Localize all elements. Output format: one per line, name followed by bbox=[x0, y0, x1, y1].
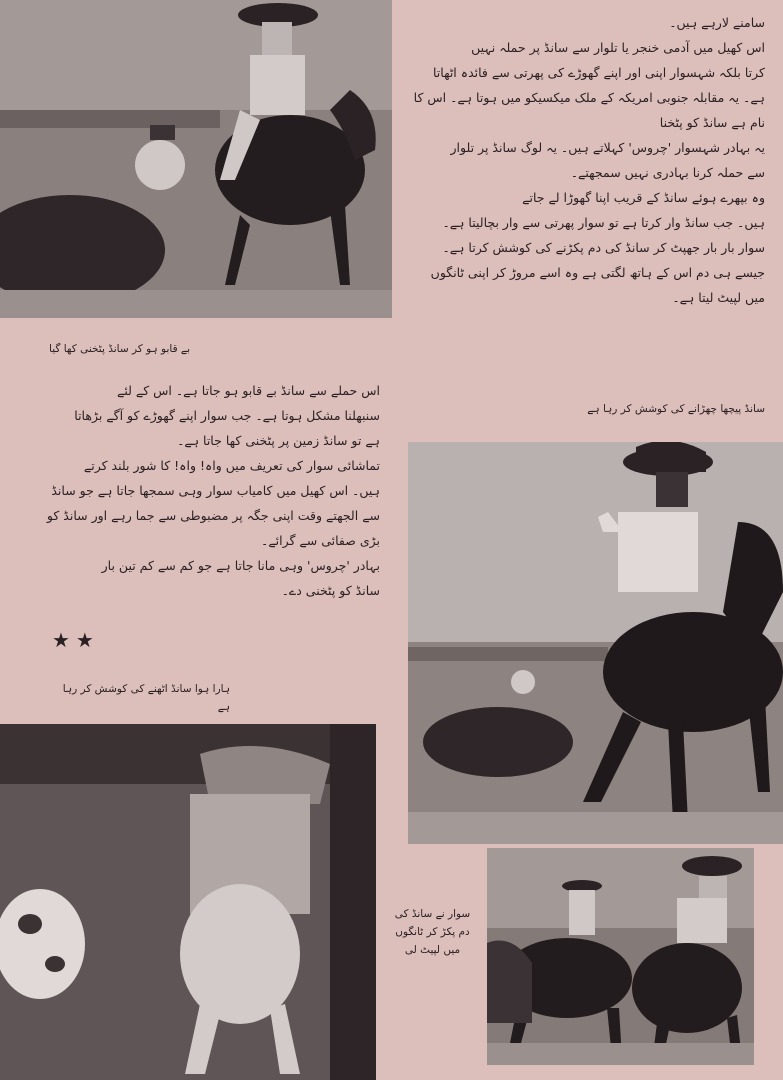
end-stars: ★★ bbox=[52, 628, 100, 652]
para1-line-9: سوار بار بار جھپٹ کر سانڈ کی دم پکڑنے کی کوشش کرتا ہے۔ bbox=[442, 240, 765, 255]
para2-line-6: بڑی صفائی سے گرائے۔ bbox=[261, 533, 380, 548]
para1-line-6: سے حملہ کرنا بہادری نہیں سمجھتے۔ bbox=[570, 165, 765, 180]
photo-bull-escaping bbox=[408, 442, 783, 844]
para2-line-5: سے الجھتے وقت اپنی جگہ پر مضبوطی سے جما رہے اور سانڈ کو bbox=[46, 508, 380, 523]
para1-line-5: یہ بہادر شہسوار 'چروس' کہلاتے ہیں۔ یہ لوگ سانڈ پر تلوار bbox=[450, 140, 765, 155]
photo-rider-tumbling-bull-image bbox=[0, 0, 392, 318]
para2-line-2: ہے تو سانڈ زمین پر پٹخنی کھا جاتا ہے۔ bbox=[177, 433, 380, 448]
photo-bull-escaping-image bbox=[408, 442, 783, 844]
para1-line-11: میں لپیٹ لیتا ہے۔ bbox=[672, 290, 765, 305]
photo-rider-tumbling-bull bbox=[0, 0, 392, 318]
para2-line-4: ہیں۔ اس کھیل میں کامیاب سوار وہی سمجھا جاتا ہے جو سانڈ bbox=[51, 483, 380, 498]
caption-photo-2: سانڈ پیچھا چھڑانے کی کوشش کر رہا ہے bbox=[587, 403, 765, 415]
photo-rider-grabs-tail bbox=[487, 848, 754, 1065]
photo-rider-grabs-tail-image bbox=[487, 848, 754, 1065]
photo-defeated-bull-image bbox=[0, 724, 376, 1080]
para2-line-1: سنبھلنا مشکل ہوتا ہے۔ جب سوار اپنے گھوڑے کو آگے بڑھاتا bbox=[74, 408, 380, 423]
caption-photo-4-line-2: میں لپیٹ لی bbox=[404, 944, 461, 956]
para1-line-10: جیسے ہی دم اس کے ہاتھ لگتی ہے وہ اسے مروڑ کر اپنی ٹانگوں bbox=[430, 265, 765, 280]
caption-photo-4-line-1: دم پکڑ کر ٹانگوں bbox=[395, 926, 470, 938]
caption-photo-1: بے قابو ہو کر سانڈ پٹخنی کھا گیا bbox=[49, 343, 190, 355]
para1-line-2: کرتا بلکہ شہسوار اپنی اور اپنے گھوڑے کی پھرتی سے فائدہ اٹھاتا bbox=[432, 65, 765, 80]
caption-photo-3: ہارا ہوا سانڈ اٹھنے کی کوشش کر رہا ہے bbox=[62, 683, 230, 713]
article-text-part-2 bbox=[40, 378, 380, 603]
para2-line-7: بہادر 'چروس' وہی مانا جاتا ہے جو کم سے کم تین بار bbox=[101, 558, 380, 573]
caption-photo-4-line-0: سوار نے سانڈ کی bbox=[394, 908, 471, 920]
para2-line-8: سانڈ کو پٹخنی دے۔ bbox=[281, 583, 380, 598]
para1-line-4: نام ہے سانڈ کو پٹخنا bbox=[659, 115, 765, 130]
para1-line-7: وہ بپھرے ہوئے سانڈ کے قریب اپنا گھوڑا لے جاتے bbox=[522, 190, 765, 205]
article-text-part-1 bbox=[405, 10, 765, 310]
photo-defeated-bull bbox=[0, 724, 376, 1080]
para1-line-8: ہیں۔ جب سانڈ وار کرتا ہے تو سوار پھرتی سے وار بچالیتا ہے۔ bbox=[442, 215, 765, 230]
para1-line-0: سامنے لارہے ہیں۔ bbox=[669, 15, 765, 30]
caption-photo-4 bbox=[385, 905, 480, 959]
para2-line-3: تماشائی سوار کی تعریف میں واہ! واہ! کا شور بلند کرتے bbox=[83, 458, 380, 473]
para2-line-0: اس حملے سے سانڈ بے قابو ہو جاتا ہے۔ اس کے لئے bbox=[117, 383, 380, 398]
para1-line-3: ہے۔ یہ مقابلہ جنوبی امریکہ کے ملک میکسیکو میں ہوتا ہے۔ اس کا bbox=[413, 90, 765, 105]
para1-line-1: اس کھیل میں آدمی خنجر یا تلوار سے سانڈ پر حملہ نہیں bbox=[471, 40, 765, 55]
